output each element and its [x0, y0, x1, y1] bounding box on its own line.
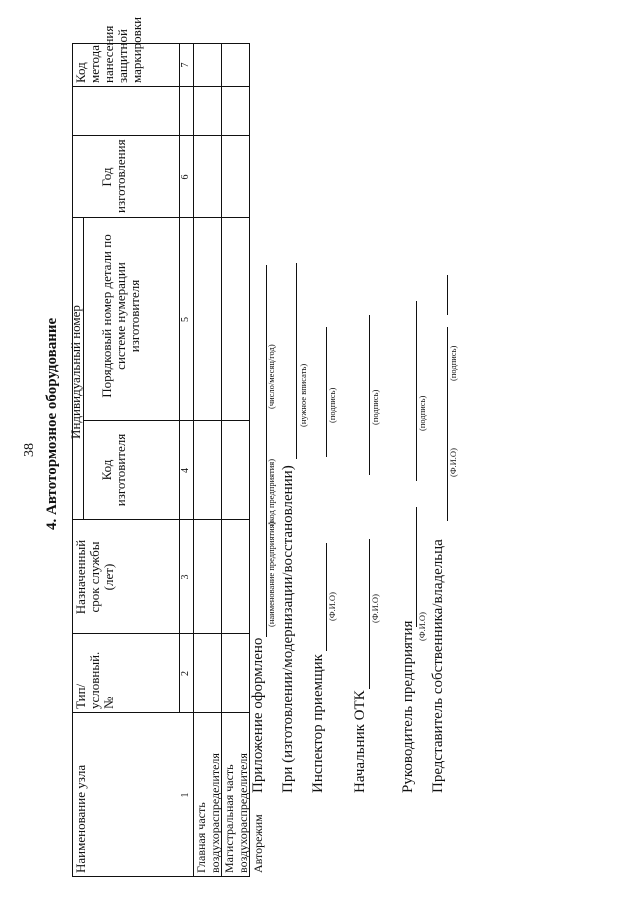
column-number: 4 — [180, 468, 191, 473]
head-fio-line[interactable] — [416, 507, 417, 627]
head-signature-caption: (подпись) — [417, 395, 427, 431]
header-type: Тип/ условный. № — [73, 651, 116, 709]
inspector-signature-caption: (подпись) — [327, 387, 337, 423]
header-year: Год изготовления — [99, 139, 128, 213]
enterprise-code-caption: (код предприятия) — [266, 458, 276, 525]
page-number: 38 — [22, 443, 37, 457]
head-label: Руководитель предприятия — [400, 620, 416, 793]
otk-signature-caption: (подпись) — [370, 389, 380, 425]
header-name: Наименование узла — [73, 764, 88, 873]
row-name-main: Главная часть воздухораспределителя — [194, 753, 222, 873]
column-number: 3 — [180, 574, 191, 580]
column-number: 7 — [180, 62, 191, 68]
column-number: 5 — [180, 317, 191, 322]
at-label: При (изготовлении/модернизации/восстановлении) — [280, 465, 296, 793]
header-service-life: Назначенный срок службы (лет) — [73, 539, 116, 615]
header-marking-method: Код метода нанесения защитной маркировки — [73, 16, 144, 83]
prepared-label: Приложение оформлено — [250, 637, 266, 793]
inspector-label: Инспектор приемщик — [310, 654, 326, 793]
column-number: 6 — [180, 174, 191, 180]
header-individual-number: Индивидуальный номер — [68, 305, 83, 439]
head-signature-line[interactable] — [416, 301, 417, 481]
inspector-fio-caption: (Ф.И.О) — [327, 592, 337, 621]
at-caption: (нужное вписать) — [298, 363, 308, 427]
column-number: 2 — [180, 671, 191, 676]
date-caption: (число/месяц/год) — [266, 344, 276, 409]
otk-fio-caption: (Ф.И.О) — [370, 594, 380, 623]
row-name-autoregime: Авторежим — [251, 814, 265, 873]
otk-label: Начальник ОТК — [352, 690, 368, 793]
row-name-line: Магистральная часть воздухораспределителя — [222, 753, 250, 873]
owner-fio-caption: (Ф.И.О) — [448, 448, 458, 477]
header-manufacturer-code: Код изготовителя — [99, 433, 128, 507]
owner-label: Представитель собственника/владельца — [430, 539, 446, 793]
head-fio-caption: (Ф.И.О) — [417, 612, 427, 641]
at-line[interactable] — [296, 263, 297, 459]
header-serial-number: Порядковый номер детали по системе нумерации изготовителя — [99, 234, 142, 398]
section-title: 4. Автотормозное оборудование — [44, 317, 60, 530]
enterprise-name-caption: (наименование предприятия) — [266, 521, 276, 627]
owner-signature-caption: (подпись) — [448, 345, 458, 381]
owner-signature-line[interactable] — [447, 275, 448, 315]
column-number: 1 — [180, 792, 191, 798]
